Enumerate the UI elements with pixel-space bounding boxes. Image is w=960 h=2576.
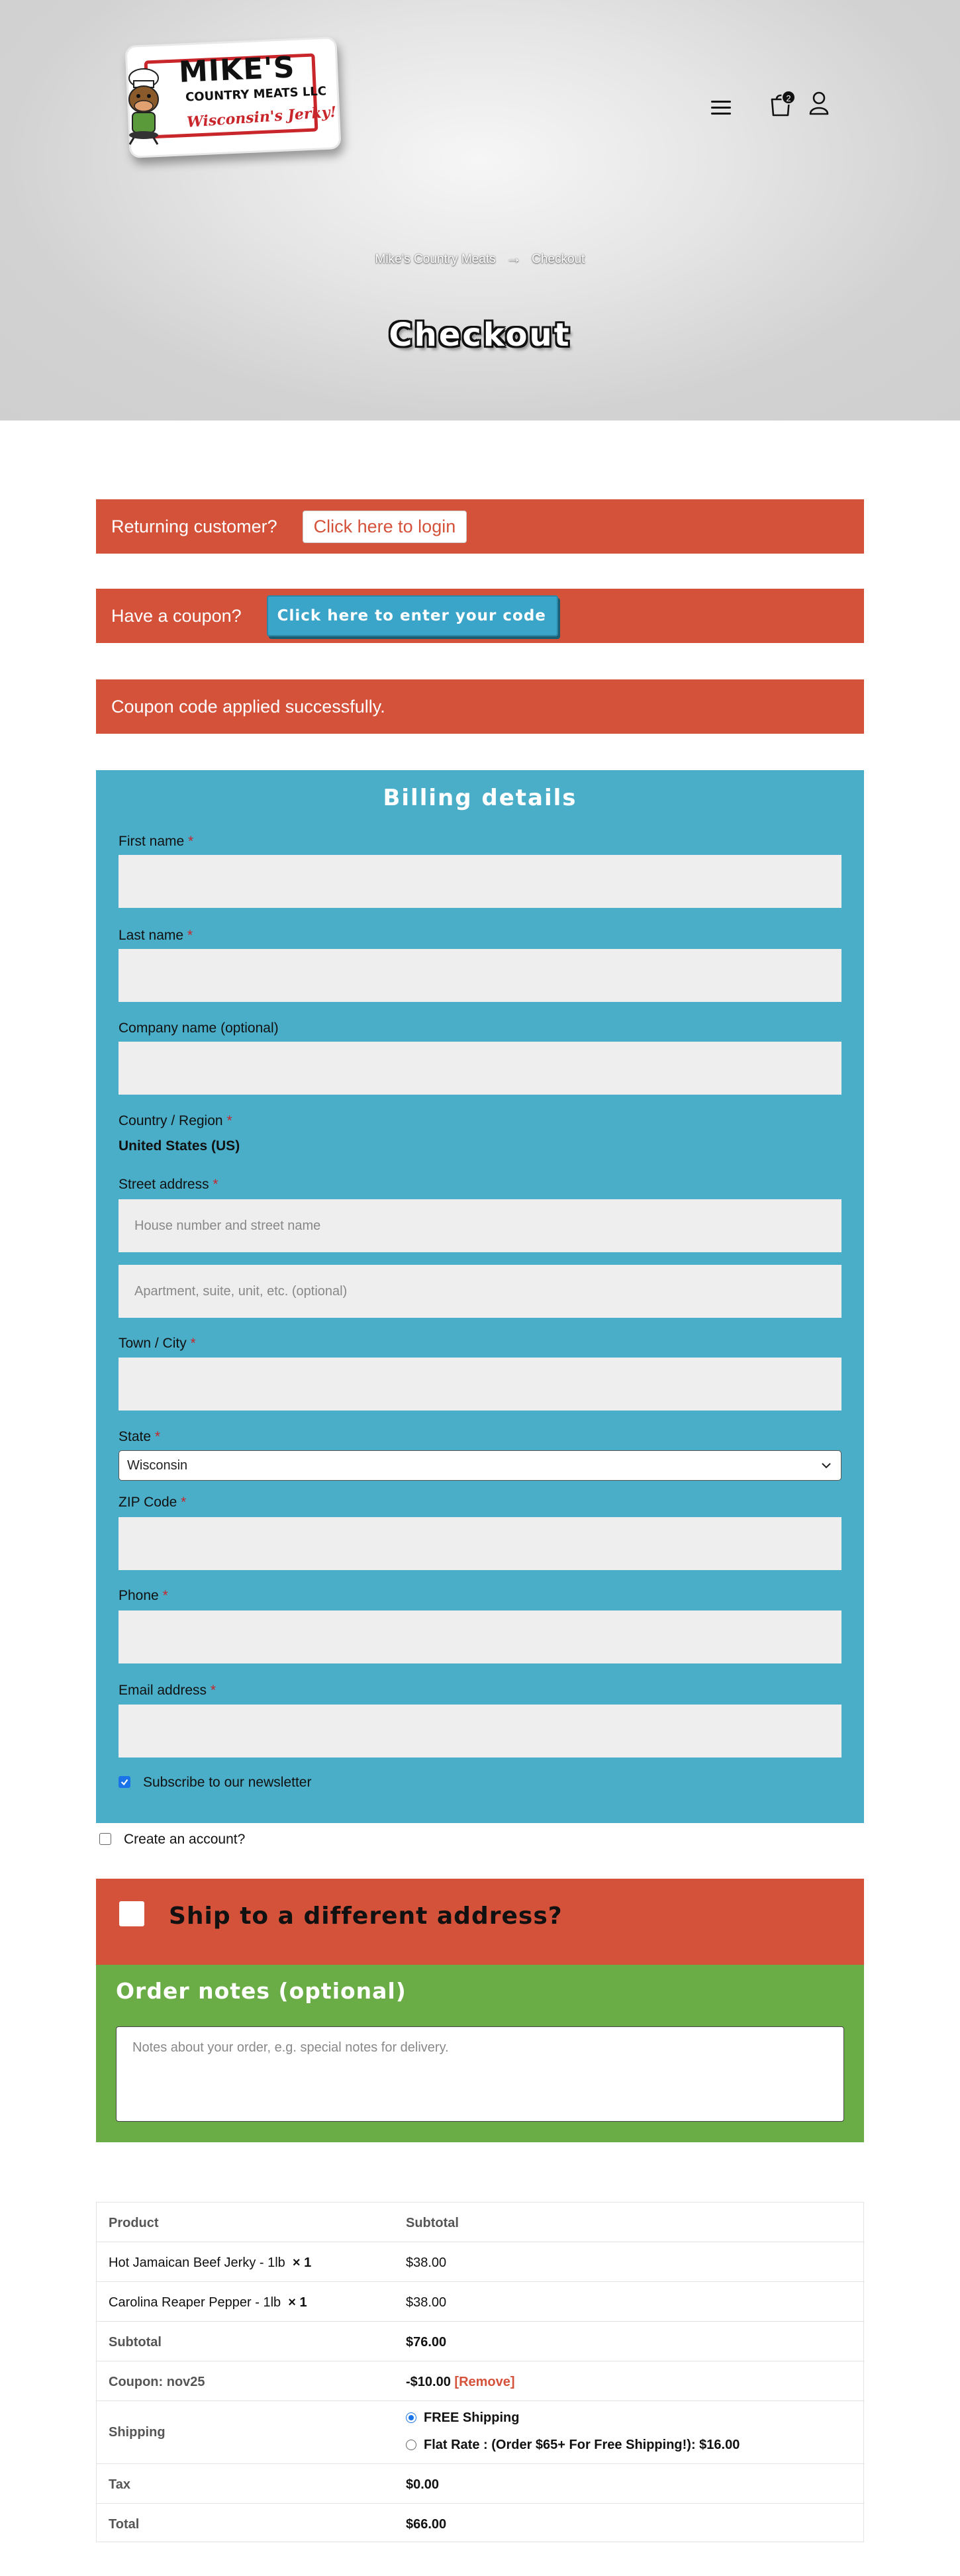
phone-label-text: Phone	[119, 1588, 159, 1603]
newsletter-label: Subscribe to our newsletter	[143, 1775, 312, 1790]
remove-coupon-link[interactable]: [Remove]	[454, 2375, 515, 2389]
site-logo[interactable]	[107, 34, 352, 164]
page-title: Checkout	[389, 317, 571, 354]
product-name-text: Hot Jamaican Beef Jerky - 1lb	[109, 2255, 285, 2270]
order-review-table	[96, 2202, 864, 2542]
required-mark: *	[181, 1495, 187, 1510]
city-label	[119, 1336, 196, 1352]
state-label	[119, 1429, 160, 1445]
tax-row	[97, 2464, 865, 2504]
country-label	[119, 1113, 232, 1129]
tax-value: $0.00	[406, 2477, 440, 2492]
apartment-input[interactable]: Apartment, suite, unit, etc. (optional)	[119, 1265, 841, 1318]
breadcrumb-current: Checkout	[532, 252, 585, 266]
street-label-text: Street address	[119, 1177, 209, 1192]
phone-input[interactable]	[119, 1610, 841, 1663]
zip-label-text: ZIP Code	[119, 1495, 177, 1510]
total-value: $66.00	[406, 2517, 447, 2532]
returning-customer-text: Returning customer?	[111, 516, 277, 536]
product-subtotal: $38.00	[406, 2295, 447, 2310]
last-name-label-text: Last name	[119, 928, 184, 943]
breadcrumb	[0, 249, 960, 268]
coupon-notice	[96, 589, 864, 643]
returning-customer-notice	[96, 499, 864, 554]
ship-different-label: Ship to a different address?	[169, 1903, 563, 1930]
user-icon[interactable]	[809, 91, 829, 115]
company-label: Company name (optional)	[119, 1020, 279, 1036]
first-name-label	[119, 834, 193, 850]
product-name-text: Carolina Reaper Pepper - 1lb	[109, 2295, 281, 2310]
breadcrumb-arrow-icon: →	[505, 249, 522, 267]
subtotal-label: Subtotal	[109, 2335, 162, 2350]
logo-title: MIKE'S	[177, 50, 296, 89]
required-mark: *	[154, 1429, 161, 1444]
state-select[interactable]	[119, 1450, 841, 1481]
cart-count-badge: 2	[781, 90, 796, 105]
required-mark: *	[213, 1177, 218, 1192]
logo-tagline: Wisconsin's Jerky!	[186, 103, 337, 131]
coupon-label: Coupon: nov25	[109, 2375, 205, 2389]
country-label-text: Country / Region	[119, 1113, 223, 1128]
checkmark-icon	[119, 1777, 130, 1787]
logo-subtitle: COUNTRY MEATS LLC	[185, 84, 327, 105]
last-name-label	[119, 928, 193, 944]
flat-rate-radio[interactable]	[406, 2440, 416, 2450]
state-select-value: Wisconsin	[127, 1458, 188, 1473]
order-notes-heading: Order notes (optional)	[116, 1978, 407, 2004]
flat-rate-label: Flat Rate : (Order $65+ For Free Shipping!): $16.00	[424, 2438, 740, 2452]
shipping-row	[97, 2401, 865, 2464]
free-shipping-radio[interactable]	[406, 2412, 416, 2423]
first-name-input[interactable]	[119, 855, 841, 908]
coupon-applied-notice	[96, 679, 864, 734]
table-header-row	[97, 2203, 865, 2242]
order-notes-section	[96, 1965, 864, 2142]
zip-label	[119, 1495, 186, 1511]
breadcrumb-home-link[interactable]: Mike's Country Meats	[375, 252, 496, 266]
billing-details-section	[96, 770, 864, 1823]
tax-label: Tax	[109, 2477, 130, 2492]
city-label-text: Town / City	[119, 1336, 187, 1351]
product-qty: × 1	[288, 2295, 307, 2310]
total-label: Total	[109, 2517, 140, 2532]
last-name-input[interactable]	[119, 949, 841, 1002]
billing-heading: Billing details	[383, 785, 577, 811]
create-account-label: Create an account?	[124, 1832, 246, 1847]
required-mark: *	[210, 1683, 216, 1698]
product-qty: × 1	[292, 2255, 312, 2270]
coupon-question-text: Have a coupon?	[111, 605, 242, 626]
company-input[interactable]	[119, 1042, 841, 1095]
required-mark: *	[187, 928, 193, 943]
product-name	[109, 2295, 307, 2310]
table-row	[97, 2242, 865, 2282]
email-input[interactable]	[119, 1705, 841, 1758]
newsletter-checkbox[interactable]	[119, 1776, 130, 1788]
zip-input[interactable]	[119, 1517, 841, 1570]
login-link-button[interactable]: Click here to login	[303, 511, 467, 543]
ship-different-checkbox[interactable]	[119, 1901, 144, 1926]
order-notes-textarea[interactable]: Notes about your order, e.g. special notes for delivery.	[116, 2026, 844, 2122]
country-value: United States (US)	[119, 1138, 240, 1154]
email-label-text: Email address	[119, 1683, 207, 1698]
required-mark: *	[162, 1588, 168, 1603]
subtotal-row	[97, 2322, 865, 2361]
product-subtotal: $38.00	[406, 2255, 447, 2270]
subtotal-value: $76.00	[406, 2335, 447, 2350]
total-row	[97, 2504, 865, 2542]
column-header-product: Product	[109, 2216, 159, 2230]
required-mark: *	[190, 1336, 196, 1351]
email-label	[119, 1683, 216, 1699]
column-header-subtotal: Subtotal	[406, 2216, 459, 2230]
phone-label	[119, 1588, 168, 1604]
required-mark: *	[188, 834, 194, 849]
coupon-applied-text: Coupon code applied successfully.	[111, 696, 385, 717]
hamburger-menu-icon[interactable]	[711, 99, 731, 117]
street-address-input[interactable]: House number and street name	[119, 1199, 841, 1252]
city-input[interactable]	[119, 1358, 841, 1411]
coupon-amount: -$10.00	[406, 2375, 451, 2389]
ship-different-section	[96, 1879, 864, 1965]
chevron-down-icon	[820, 1459, 833, 1472]
shipping-label: Shipping	[109, 2425, 166, 2440]
create-account-checkbox[interactable]	[99, 1833, 111, 1845]
coupon-row	[97, 2361, 865, 2401]
coupon-value	[406, 2375, 515, 2390]
table-row	[97, 2282, 865, 2322]
product-name	[109, 2255, 311, 2271]
enter-coupon-button[interactable]: Click here to enter your code	[267, 595, 558, 636]
page-hero	[0, 0, 960, 421]
required-mark: *	[226, 1113, 232, 1128]
state-label-text: State	[119, 1429, 152, 1444]
free-shipping-label: FREE Shipping	[424, 2410, 520, 2425]
first-name-label-text: First name	[119, 834, 185, 849]
cow-mascot-icon	[114, 66, 173, 146]
street-label	[119, 1177, 218, 1193]
